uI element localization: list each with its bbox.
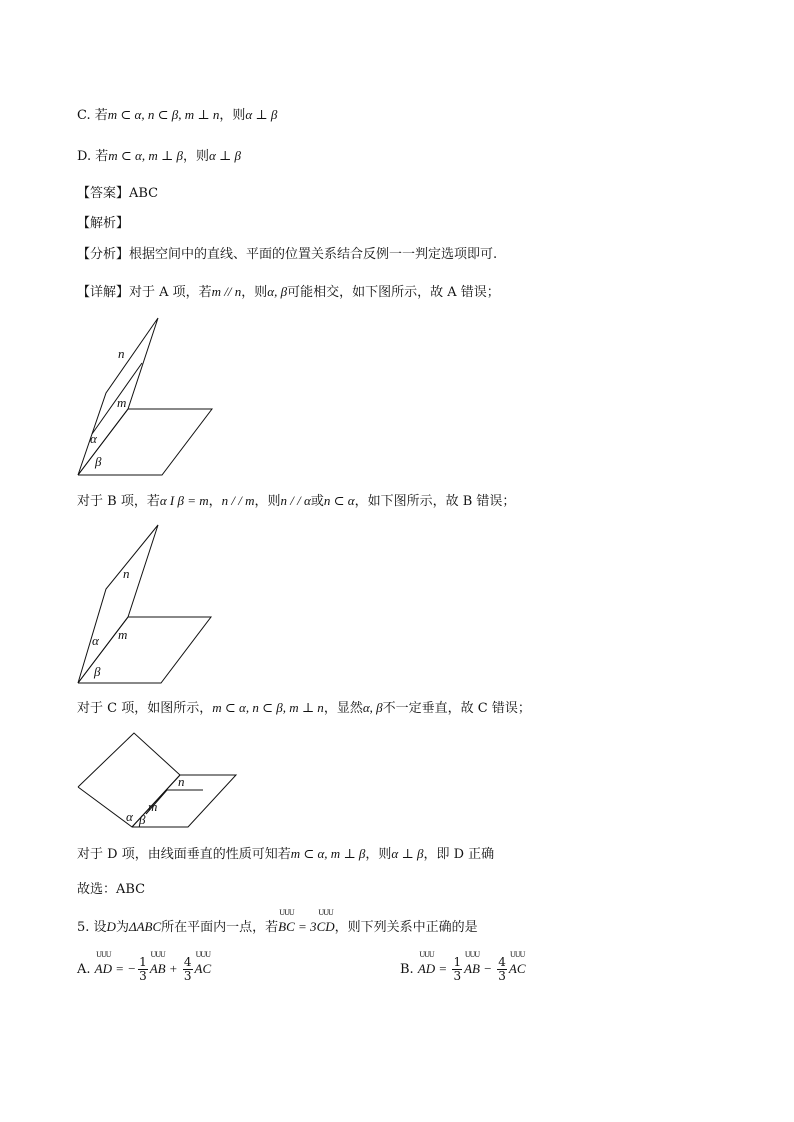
fig3-label-beta: β bbox=[139, 812, 146, 827]
vector-ab-label: AB bbox=[149, 961, 166, 976]
fig1-label-alpha: α bbox=[90, 431, 97, 446]
detail-text-3: 可能相交，如下图所示，故 A 错误； bbox=[287, 285, 500, 300]
fraction-numerator: 1 bbox=[453, 955, 462, 969]
option-b-fraction-2 bbox=[497, 956, 507, 983]
analysis-line: 【分析】根据空间中的直线、平面的位置关系结合反例一一判定选项即可. bbox=[77, 247, 498, 262]
option-a-equals: = − bbox=[112, 961, 137, 976]
figure-2 bbox=[70, 520, 220, 690]
option-b-fraction-1 bbox=[452, 956, 462, 983]
case-b-line bbox=[77, 492, 515, 511]
option-a-vector-ac bbox=[194, 950, 212, 978]
case-d-text-1: 对于 D 项，由线面垂直的性质可知若 bbox=[77, 847, 291, 862]
case-b-math-3: n / / α bbox=[280, 493, 311, 508]
case-c-text-3: 不一定垂直，故 C 错误； bbox=[382, 701, 531, 716]
q5-option-a bbox=[77, 950, 212, 983]
fig2-label-alpha: α bbox=[92, 633, 99, 648]
fig1-label-m: m bbox=[117, 395, 127, 410]
q5-text-1: 5. 设 bbox=[77, 920, 107, 935]
case-d-text-3: ，即 D 正确 bbox=[423, 847, 495, 862]
case-b-text-1: 对于 B 项，若 bbox=[77, 494, 160, 509]
vector-arrow: UUU bbox=[195, 950, 210, 959]
fig2-label-beta: β bbox=[94, 664, 101, 679]
case-c-text-2: ，显然 bbox=[323, 701, 363, 716]
detail-text-2: ，则 bbox=[241, 285, 268, 300]
detail-math-1: m // n bbox=[211, 284, 242, 299]
case-d-text-2: ，则 bbox=[365, 847, 392, 862]
q5-point-d: D bbox=[106, 919, 116, 934]
case-b-math-4: n ⊂ α bbox=[323, 493, 355, 508]
q5-text-4: ，则下列关系中正确的是 bbox=[334, 920, 478, 935]
q5-vector-cd bbox=[316, 908, 335, 936]
vector-arrow: UUU bbox=[464, 950, 480, 959]
case-d-line bbox=[77, 845, 494, 864]
vector-cd-label: CD bbox=[316, 919, 335, 934]
figure-1 bbox=[70, 312, 220, 482]
vector-ac-label: AC bbox=[194, 961, 212, 976]
figure-2-svg bbox=[70, 520, 220, 690]
vector-ab-label: AB bbox=[464, 961, 480, 976]
case-b-math-2: n / / m bbox=[221, 493, 255, 508]
option-a-plus: + bbox=[165, 961, 181, 976]
fig2-label-n: n bbox=[123, 566, 130, 581]
option-d-suffix: ，则 bbox=[182, 149, 209, 164]
option-b-vector-ac bbox=[508, 950, 526, 978]
vector-arrow: UUU bbox=[279, 908, 294, 917]
option-d-math: m ⊂ α, m ⊥ β bbox=[108, 148, 183, 163]
q5-text-3: 所在平面内一点，若 bbox=[161, 920, 279, 935]
figure-3 bbox=[70, 728, 245, 833]
vector-arrow: UUU bbox=[510, 950, 525, 959]
figure-1-svg bbox=[70, 312, 220, 482]
fig1-label-beta: β bbox=[95, 454, 102, 469]
fraction-numerator: 4 bbox=[183, 955, 192, 969]
option-c-suffix: ，则 bbox=[219, 108, 246, 123]
option-d bbox=[77, 147, 241, 166]
option-d-prefix: D. 若 bbox=[77, 149, 109, 164]
option-c-conclusion: α ⊥ β bbox=[245, 107, 278, 122]
option-b-vector-ad bbox=[417, 950, 436, 978]
vector-bc-label: BC bbox=[278, 919, 295, 934]
vector-arrow: UUU bbox=[318, 908, 333, 917]
analysis-header: 【解析】 bbox=[77, 216, 130, 231]
q5-text-2: 为 bbox=[115, 920, 129, 935]
option-b-vector-ab bbox=[464, 950, 480, 978]
option-d-conclusion: α ⊥ β bbox=[208, 148, 241, 163]
option-c bbox=[77, 106, 277, 125]
case-b-text-3: ，则 bbox=[254, 494, 281, 509]
fig2-label-m: m bbox=[118, 627, 128, 642]
case-b-math-1: α I β = m bbox=[159, 493, 209, 508]
vector-arrow: UUU bbox=[150, 950, 165, 959]
figure-3-svg bbox=[70, 728, 245, 833]
option-a-fraction-1 bbox=[138, 956, 148, 983]
case-c-line bbox=[77, 699, 531, 718]
fraction-denominator: 3 bbox=[498, 969, 506, 983]
option-b-equals: = bbox=[435, 961, 451, 976]
detail-text-1: 【详解】对于 A 项，若 bbox=[77, 285, 212, 300]
fig3-label-n: n bbox=[178, 774, 185, 789]
fraction-denominator: 3 bbox=[139, 969, 147, 983]
fraction-numerator: 1 bbox=[139, 955, 147, 969]
option-c-prefix: C. 若 bbox=[77, 108, 108, 123]
case-b-text-4: 或 bbox=[310, 494, 324, 509]
detail-math-2: α, β bbox=[267, 284, 288, 299]
vector-arrow: UUU bbox=[96, 950, 111, 959]
answer-line: 【答案】ABC bbox=[77, 186, 159, 201]
option-a-label: A. bbox=[77, 962, 91, 977]
vector-ad-label: AD bbox=[94, 961, 113, 976]
detail-line bbox=[77, 283, 500, 302]
option-a-vector-ad bbox=[94, 950, 113, 978]
case-c-math-1: m ⊂ α, n ⊂ β, m ⊥ n bbox=[212, 700, 324, 715]
q5-triangle: ΔABC bbox=[128, 919, 162, 934]
conclusion-line: 故选：ABC bbox=[77, 882, 146, 897]
case-d-math-2: α ⊥ β bbox=[391, 846, 424, 861]
vector-ad-label: AD bbox=[417, 961, 436, 976]
option-a-vector-ab bbox=[149, 950, 166, 978]
fig1-label-n: n bbox=[118, 346, 125, 361]
q5-vector-bc bbox=[278, 908, 295, 936]
fraction-numerator: 4 bbox=[498, 955, 506, 969]
vector-arrow: UUU bbox=[419, 950, 434, 959]
vector-ac-label: AC bbox=[508, 961, 526, 976]
fraction-denominator: 3 bbox=[183, 969, 192, 983]
case-d-math-1: m ⊂ α, m ⊥ β bbox=[290, 846, 366, 861]
case-b-text-2: ， bbox=[208, 494, 222, 509]
case-b-text-5: ，如下图所示，故 B 错误； bbox=[354, 494, 516, 509]
case-c-math-2: α, β bbox=[362, 700, 383, 715]
option-b-minus: − bbox=[479, 961, 496, 976]
fig3-label-m: m bbox=[148, 799, 158, 814]
q5-equals: = 3 bbox=[294, 919, 317, 934]
option-c-math: m ⊂ α, n ⊂ β, m ⊥ n bbox=[107, 107, 220, 122]
question-5 bbox=[77, 908, 478, 937]
fraction-denominator: 3 bbox=[453, 969, 462, 983]
fig3-label-alpha: α bbox=[126, 809, 133, 824]
option-a-fraction-2 bbox=[183, 956, 193, 983]
case-c-text-1: 对于 C 项，如图所示， bbox=[77, 701, 213, 716]
q5-option-b bbox=[400, 950, 526, 983]
option-b-label: B. bbox=[400, 962, 414, 977]
